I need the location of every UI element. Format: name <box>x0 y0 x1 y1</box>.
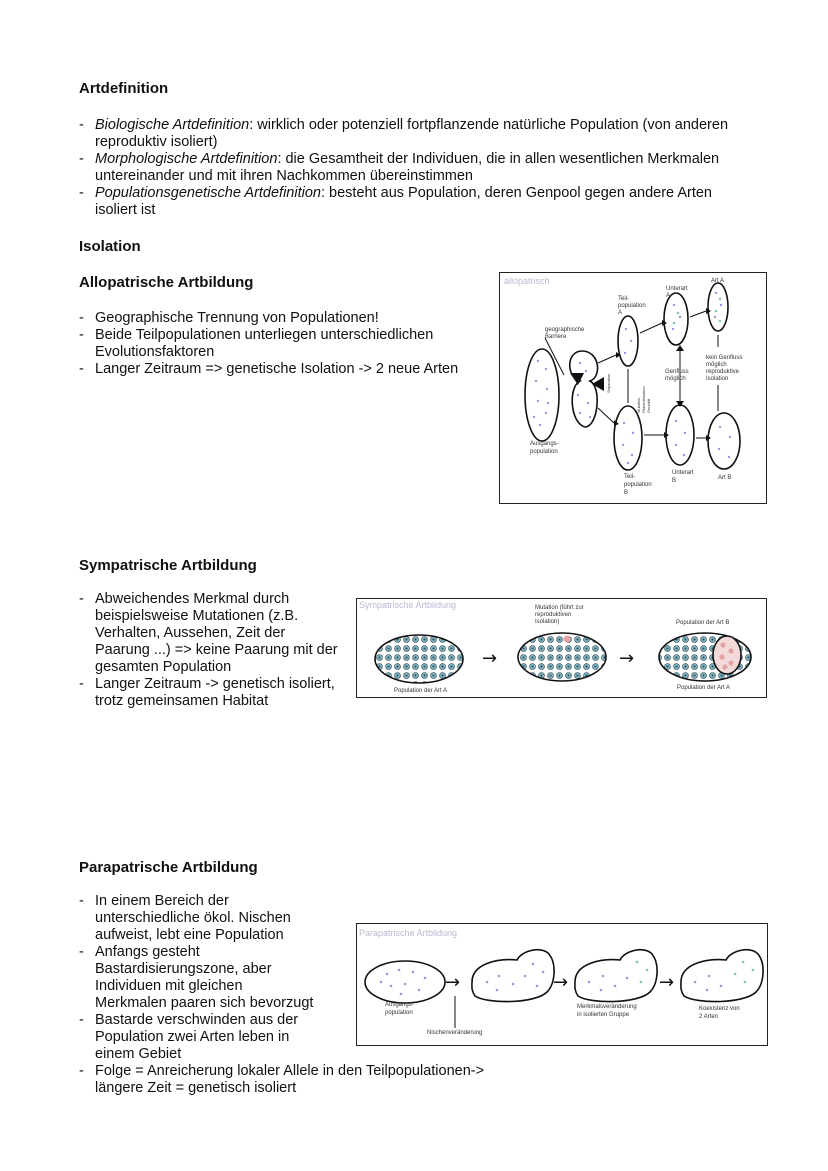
figure-title: allopatrisch <box>504 276 550 286</box>
label: möglich <box>665 376 686 382</box>
heading-isolation: Isolation <box>79 238 141 255</box>
label: Barriere <box>545 334 567 340</box>
list-item: - Langer Zeitraum -> genetisch isoliert, trotz gemeinsamen Habitat <box>79 676 339 710</box>
arrow-right-icon: → <box>553 972 569 993</box>
list-item: - Folge = Anreicherung lokaler Allele in den Teilpopulationen-> längere Zeit = genetisch isoliert <box>79 1063 515 1097</box>
subpopulation-b <box>614 406 642 470</box>
label: geographische <box>545 327 585 333</box>
label: 2 Arten <box>699 1014 719 1020</box>
label: A <box>618 310 623 316</box>
label: Ausgangs- <box>530 441 559 447</box>
list-item <box>79 151 739 185</box>
term: Biologische Artdefinition <box>95 117 250 133</box>
mutant-individual <box>564 636 571 643</box>
label: Population der Art B <box>676 620 730 626</box>
origin-population <box>365 961 445 1003</box>
definition-text: : die Gesamtheit der Individuen, die in allen wesentlichen Merkmalen untereinander und mit ihren Nachkommen übereinstimmen <box>95 151 720 184</box>
label: population <box>624 482 652 488</box>
allopatrisch-list <box>79 310 469 378</box>
label: Mutation (führt zur <box>535 605 584 611</box>
label: in isolierten Gruppe <box>577 1012 630 1018</box>
label: Ausgangs- <box>385 1002 414 1008</box>
term: Morphologische Artdefinition <box>95 151 278 167</box>
label: Art A <box>711 278 725 284</box>
list-item: - Geographische Trennung von Populationen! <box>79 310 469 327</box>
parapatric-diagram <box>357 924 769 1047</box>
label: möglich <box>706 362 727 368</box>
split-population <box>570 351 598 427</box>
arrow-right-icon: → <box>659 972 675 993</box>
list-item: - Anfangs gesteht Bastardisierungszone, aber Individuen mit gleichen Merkmalen paaren sich bevorzugt <box>79 944 314 1012</box>
species-a <box>708 283 728 331</box>
label: Mutation <box>636 397 641 413</box>
list-item <box>79 185 739 219</box>
label: Unterart <box>672 470 694 476</box>
label: B <box>624 490 629 496</box>
term: Populationsgenetische Artdefinition <box>95 185 321 201</box>
label: A <box>666 293 671 299</box>
arrow-right-icon: → <box>482 648 498 669</box>
label: B <box>672 478 677 484</box>
label: Population der Art A <box>394 688 448 694</box>
subpopulation-a <box>618 316 638 366</box>
label: population <box>530 449 558 455</box>
list-item <box>79 117 739 151</box>
label: population <box>385 1010 413 1016</box>
figure-parapatric <box>356 923 768 1046</box>
species-b <box>708 413 740 469</box>
population-a-mutation <box>518 633 606 681</box>
label: Teil- <box>624 474 636 480</box>
figure-allopatric <box>499 272 767 504</box>
population-coexistence <box>681 950 763 1002</box>
label: Teil- <box>618 296 630 302</box>
figure-sympatric <box>356 598 767 698</box>
heading-artdefinition: Artdefinition <box>79 80 169 97</box>
label: Koexistenz von <box>699 1006 740 1012</box>
label: Isolation) <box>535 619 560 625</box>
list-item: - Beide Teilpopulationen unterliegen unterschiedlichen Evolutionsfaktoren <box>79 327 469 361</box>
population-niche-change <box>472 950 554 1002</box>
label: Unterart <box>666 286 688 292</box>
population-isolated-group <box>575 950 657 1002</box>
barrier-wedge-left <box>570 373 584 385</box>
label: kein Genfluss <box>706 355 743 361</box>
label: Isolation <box>706 376 729 382</box>
figure-title: Parapatrische Artbildung <box>359 928 458 938</box>
label: Merkmalsveränderung <box>577 1004 637 1010</box>
label: Separation <box>606 373 611 393</box>
heading-allopatrisch: Allopatrische Artbildung <box>79 274 254 291</box>
label: Population der Art A <box>677 685 731 691</box>
list-item: - Abweichendes Merkmal durch beispielsweise Mutationen (z.B. Verhalten, Aussehen, Zeit der Paarung ...) => keine Paarung mit der gesamten Population <box>79 591 339 676</box>
figure-title: Sympatrische Artbildung <box>359 600 457 610</box>
label: Rekombination <box>641 386 646 413</box>
label: reproduktiven <box>535 612 572 618</box>
list-item: - In einem Bereich der unterschiedliche ökol. Nischen aufweist, lebt eine Population <box>79 893 314 944</box>
definition-text: : wirklich oder potenziell fortpflanzende natürliche Population (von anderen reproduktiv isoliert) <box>95 117 729 150</box>
subspecies-b <box>666 405 694 465</box>
definition-text: : besteht aus Population, deren Genpool gegen andere Arten isoliert ist <box>95 185 712 218</box>
label: Nischenveränderung <box>427 1030 483 1036</box>
population-a-start <box>375 635 463 683</box>
allopatric-diagram <box>500 273 768 505</box>
label: Genfluss <box>665 369 689 375</box>
sympatrisch-list <box>79 591 339 710</box>
label: reproduktive <box>706 369 740 375</box>
origin-population <box>525 349 559 441</box>
subspecies-a <box>664 293 688 345</box>
heading-parapatrisch: Parapatrische Artbildung <box>79 859 258 876</box>
arrow-right-icon: → <box>619 648 635 669</box>
sympatric-diagram <box>357 599 768 699</box>
arrow-right-icon: → <box>445 972 461 993</box>
label: Art B <box>718 475 732 481</box>
artdefinition-list <box>79 117 739 219</box>
list-item: - Bastarde verschwinden aus der Population zwei Arten leben in einem Gebiet <box>79 1012 314 1063</box>
label: population <box>618 303 646 309</box>
heading-sympatrisch: Sympatrische Artbildung <box>79 557 257 574</box>
label: Gendrift <box>646 398 651 413</box>
list-item: - Langer Zeitraum => genetische Isolation -> 2 neue Arten <box>79 361 469 378</box>
